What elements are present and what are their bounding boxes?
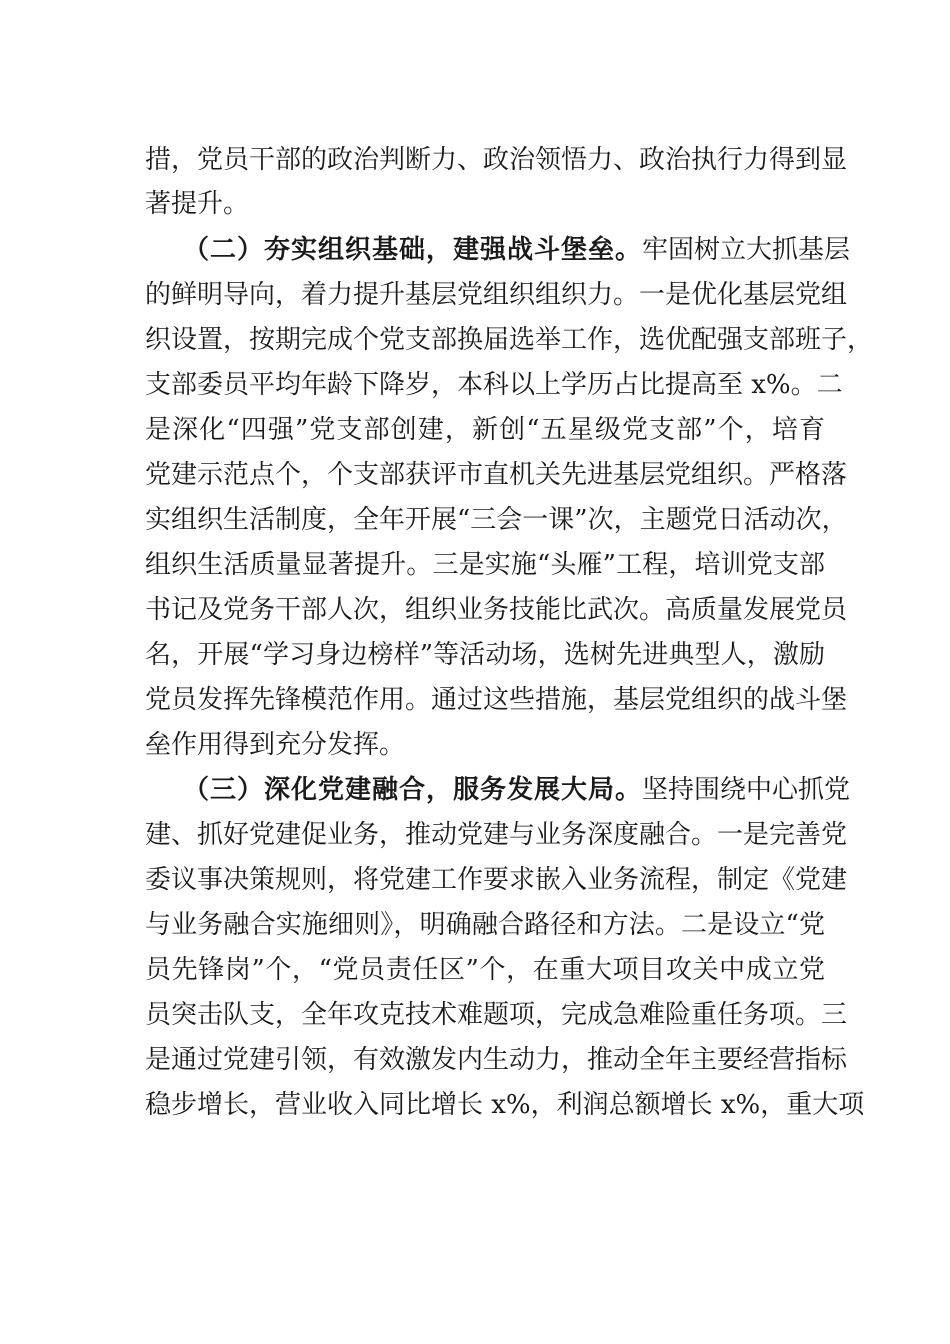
paragraph-2-first-line <box>183 230 851 270</box>
paragraph-2-line: 垒作用得到充分发挥。 <box>145 730 406 760</box>
paragraph-3-line: 稳步增长，营业收入同比增长 x%，利润总额增长 x%，重大项 <box>145 1090 865 1120</box>
paragraph-1-line-1: 措，党员干部的政治判断力、政治领悟力、政治执行力得到显 <box>145 145 848 175</box>
paragraph-3-line: 员先锋岗”个，“党员责任区”个，在重大项目攻关中成立党 <box>145 955 825 985</box>
paragraph-2-line: 是深化“四强”党支部创建，新创“五星级党支部”个，培育 <box>145 415 825 445</box>
paragraph-2-line: 的鲜明导向，着力提升基层党组织组织力。一是优化基层党组 <box>145 280 848 310</box>
paragraph-1-line-2: 著提升。 <box>145 189 250 219</box>
paragraph-3-line: 员突击队支，全年攻克技术难题项，完成急难险重任务项。三 <box>145 1000 848 1030</box>
paragraph-2-first-line-text: 牢固树立大抓基层 <box>642 235 851 265</box>
paragraph-2-line: 支部委员平均年龄下降岁，本科以上学历占比提高至 x%。二 <box>145 370 843 400</box>
paragraph-3-line: 委议事决策规则，将党建工作要求嵌入业务流程，制定《党建 <box>145 865 848 895</box>
paragraph-2-line: 书记及党务干部人次，组织业务技能比武次。高质量发展党员 <box>145 595 848 625</box>
paragraph-2-line: 党建示范点个，个支部获评市直机关先进基层党组织。严格落 <box>145 460 848 490</box>
paragraph-2-line: 实组织生活制度，全年开展“三会一课”次，主题党日活动次， <box>145 505 848 535</box>
paragraph-3-line: 与业务融合实施细则》，明确融合路径和方法。二是设立“党 <box>145 910 825 940</box>
paragraph-2-line: 织设置，按期完成个党支部换届选举工作，选优配强支部班子， <box>145 325 874 355</box>
paragraph-2-line: 名，开展“学习身边榜样”等活动场，选树先进典型人，激励 <box>145 640 825 670</box>
paragraph-2-line: 组织生活质量显著提升。三是实施“头雁”工程，培训党支部 <box>145 550 825 580</box>
paragraph-3-first-line-text: 坚持围绕中心抓党 <box>642 775 851 805</box>
paragraph-2-line: 党员发挥先锋模范作用。通过这些措施，基层党组织的战斗堡 <box>145 685 848 715</box>
paragraph-3-heading: （三）深化党建融合，服务发展大局。 <box>183 775 643 805</box>
paragraph-3-first-line <box>183 770 851 810</box>
paragraph-3-line: 建、抓好党建促业务，推动党建与业务深度融合。一是完善党 <box>145 820 848 850</box>
paragraph-2-heading: （二）夯实组织基础，建强战斗堡垒。 <box>183 235 643 265</box>
paragraph-3-line: 是通过党建引领，有效激发内生动力，推动全年主要经营指标 <box>145 1045 848 1075</box>
